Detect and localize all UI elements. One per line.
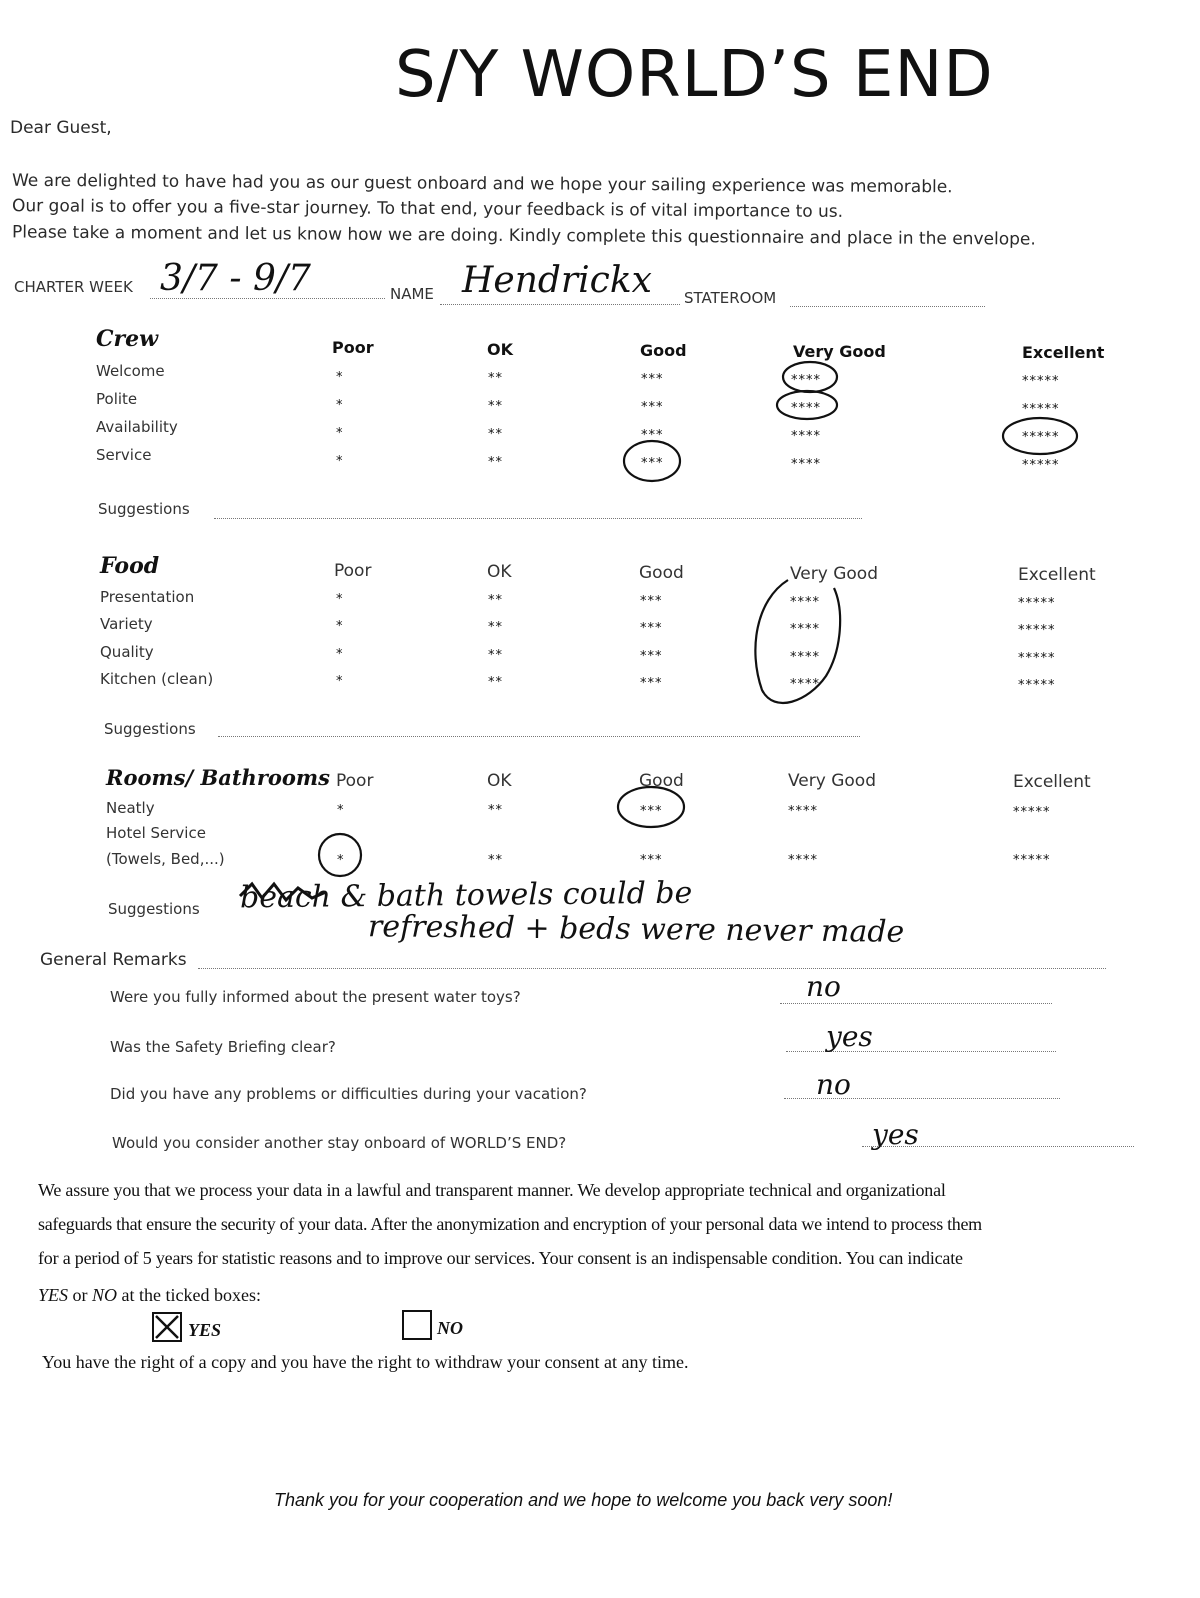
circle-rooms-neatly [618, 787, 684, 827]
rating-option-1[interactable]: * [336, 592, 344, 607]
rating-option-4[interactable]: **** [788, 804, 818, 819]
rating-option-5[interactable]: ***** [1022, 430, 1060, 445]
rooms-suggestions-line-1[interactable]: beach & bath towels could be [239, 875, 693, 916]
consent-yes-label: YES [188, 1320, 222, 1340]
rating-option-5[interactable]: ***** [1013, 805, 1051, 820]
rating-option-2[interactable]: ** [488, 371, 503, 386]
consent-no-word: NO [92, 1285, 118, 1305]
rating-option-3[interactable]: *** [641, 372, 664, 387]
food-section-title: Food [100, 553, 160, 579]
consent-no-label: NO [437, 1318, 463, 1338]
rating-option-3[interactable]: *** [640, 621, 663, 636]
rating-option-2[interactable]: ** [488, 455, 503, 470]
rating-option-5[interactable]: ***** [1013, 853, 1051, 868]
rating-option-3[interactable]: *** [640, 594, 663, 609]
consent-line-3: for a period of 5 years for statistic reasons and to improve our services. Your consent is an indispensable condition. You can indicate [38, 1248, 963, 1268]
rating-option-4[interactable]: **** [790, 595, 820, 610]
intro-line-3: Please take a moment and let us know how we are doing. Kindly complete this questionnaire and place in the envelope. [11, 222, 1036, 250]
rating-option-1[interactable]: * [336, 454, 344, 469]
food-item-variety: Variety [100, 615, 153, 633]
rooms-col-very-good: Very Good [788, 771, 876, 791]
rating-option-1[interactable]: * [336, 674, 344, 689]
form-title: S/Y WORLD’S END [395, 38, 994, 112]
consent-tail: at the ticked boxes: [117, 1285, 261, 1305]
circle-crew-availability [1003, 418, 1077, 454]
rating-option-3[interactable]: *** [640, 649, 663, 664]
consent-withdraw: You have the right of a copy and you have the right to withdraw your consent at any time. [42, 1352, 689, 1372]
circle-crew-welcome [783, 362, 837, 392]
rating-option-3[interactable]: *** [640, 804, 663, 819]
footer-thanks: Thank you for your cooperation and we hope to welcome you back very soon! [274, 1490, 893, 1510]
rooms-col-excellent: Excellent [1013, 772, 1091, 792]
rating-option-4[interactable]: **** [790, 622, 820, 637]
rating-option-5[interactable]: ***** [1022, 458, 1060, 473]
scribble-struck-word [240, 884, 326, 900]
food-col-very-good: Very Good [790, 564, 878, 584]
food-col-excellent: Excellent [1018, 565, 1096, 585]
crew-item-welcome: Welcome [96, 362, 165, 380]
food-item-presentation: Presentation [100, 588, 195, 606]
rooms-col-ok: OK [487, 771, 512, 791]
rating-option-5[interactable]: ***** [1018, 651, 1056, 666]
rooms-suggestions-label: Suggestions [108, 900, 200, 918]
rating-option-2[interactable]: ** [488, 648, 503, 663]
food-item-kitchen: Kitchen (clean) [100, 670, 214, 688]
consent-or-word: or [68, 1285, 93, 1305]
answer-water-toys[interactable]: no [806, 970, 841, 1003]
rating-option-2[interactable]: ** [488, 675, 503, 690]
rating-option-3[interactable]: *** [640, 853, 663, 868]
crew-col-good: Good [640, 341, 687, 360]
food-col-ok: OK [487, 562, 512, 582]
answer-another-stay[interactable]: yes [872, 1118, 919, 1151]
rating-option-5[interactable]: ***** [1018, 678, 1056, 693]
answer-problems[interactable]: no [816, 1068, 851, 1101]
rating-option-5[interactable]: ***** [1022, 374, 1060, 389]
rating-option-4[interactable]: **** [790, 650, 820, 665]
consent-line-2: safeguards that ensure the security of your data. After the anonymization and encryption of your personal data we intend to process them [38, 1214, 982, 1234]
name-label: NAME [390, 285, 434, 303]
rating-option-1[interactable]: * [337, 803, 345, 818]
crew-item-service: Service [96, 446, 152, 464]
rooms-section-title: Rooms/ Bathrooms [106, 765, 330, 790]
rating-option-4[interactable]: **** [791, 401, 821, 416]
name-field[interactable]: Hendrickx [462, 260, 652, 301]
rooms-col-good: Good [639, 771, 684, 791]
rating-option-1[interactable]: * [336, 426, 344, 441]
rating-option-3[interactable]: *** [640, 676, 663, 691]
circle-crew-polite [777, 391, 837, 419]
rating-option-2[interactable]: ** [488, 399, 503, 414]
food-col-poor: Poor [334, 561, 372, 581]
intro-line-2: Our goal is to offer you a five-star journey. To that end, your feedback is of vital importance to us. [11, 196, 844, 222]
question-problems: Did you have any problems or difficulties during your vacation? [110, 1085, 587, 1103]
rating-option-3[interactable]: *** [641, 428, 664, 443]
rating-option-1[interactable]: * [337, 853, 345, 868]
rating-option-1[interactable]: * [336, 619, 344, 634]
crew-col-very-good: Very Good [793, 342, 886, 361]
stateroom-label: STATEROOM [684, 289, 777, 307]
food-col-good: Good [639, 563, 684, 583]
consent-line-1: We assure you that we process your data in a lawful and transparent manner. We develop appropriate technical and organizational [38, 1180, 946, 1200]
answer-safety-briefing[interactable]: yes [826, 1020, 873, 1053]
greeting: Dear Guest, [10, 118, 112, 138]
crew-col-poor: Poor [332, 338, 374, 357]
question-water-toys: Were you fully informed about the present water toys? [110, 988, 521, 1006]
crew-section-title: Crew [96, 326, 159, 352]
rating-option-1[interactable]: * [336, 398, 344, 413]
crew-item-availability: Availability [96, 418, 178, 436]
charter-week-field[interactable]: 3/7 - 9/7 [160, 258, 311, 299]
crew-item-polite: Polite [96, 390, 138, 408]
rating-option-4[interactable]: **** [791, 373, 821, 388]
rating-option-4[interactable]: **** [790, 677, 820, 692]
rating-option-5[interactable]: ***** [1018, 623, 1056, 638]
rating-option-2[interactable]: ** [488, 427, 503, 442]
crew-col-excellent: Excellent [1022, 343, 1105, 362]
rating-option-4[interactable]: **** [791, 457, 821, 472]
rating-option-3[interactable]: *** [641, 400, 664, 415]
rooms-item-neatly: Neatly [106, 799, 155, 817]
rating-option-2[interactable]: ** [488, 853, 503, 868]
rating-option-5[interactable]: ***** [1022, 402, 1060, 417]
general-remarks-label: General Remarks [40, 950, 187, 970]
rating-option-4[interactable]: **** [791, 429, 821, 444]
rating-option-3[interactable]: *** [641, 456, 664, 471]
circle-crew-service [624, 441, 680, 481]
rating-option-1[interactable]: * [336, 370, 344, 385]
rating-option-2[interactable]: ** [488, 803, 503, 818]
rooms-item-hotel-service: Hotel Service [106, 824, 206, 842]
rating-option-2[interactable]: ** [488, 620, 503, 635]
charter-week-label: CHARTER WEEK [14, 278, 133, 296]
food-suggestions-label: Suggestions [104, 720, 196, 738]
question-another-stay: Would you consider another stay onboard of WORLD’S END? [112, 1134, 567, 1152]
rating-option-2[interactable]: ** [488, 593, 503, 608]
question-safety-briefing: Was the Safety Briefing clear? [110, 1038, 336, 1056]
consent-yes-word: YES [38, 1285, 69, 1305]
crew-col-ok: OK [487, 340, 513, 359]
circle-rooms-hotel-service [319, 834, 361, 876]
bracket-food-very-good [755, 580, 840, 703]
crew-suggestions-label: Suggestions [98, 500, 190, 518]
food-item-quality: Quality [100, 643, 154, 661]
rating-option-1[interactable]: * [336, 647, 344, 662]
rating-option-4[interactable]: **** [788, 853, 818, 868]
rooms-col-poor: Poor [336, 771, 374, 791]
rooms-item-hotel-service-sub: (Towels, Bed,...) [106, 850, 225, 868]
intro-line-1: We are delighted to have had you as our guest onboard and we hope your sailing experience was memorable. [11, 170, 953, 198]
rooms-suggestions-line-2[interactable]: refreshed + beds were never made [367, 909, 905, 950]
rating-option-5[interactable]: ***** [1018, 596, 1056, 611]
